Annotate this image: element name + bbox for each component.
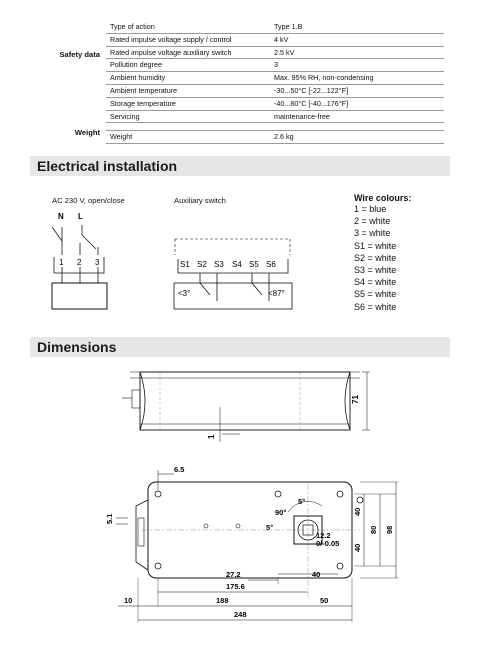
wiring-diagram xyxy=(40,205,330,315)
section-title: Electrical installation xyxy=(37,158,178,174)
dim-10: 10 xyxy=(124,596,133,605)
table-row xyxy=(106,111,444,124)
row-label: Ambient temperature xyxy=(110,85,178,95)
safety-data-label: Safety data xyxy=(59,50,100,59)
row-label: Servicing xyxy=(110,111,140,121)
row-value: 2.5 kV xyxy=(274,47,295,57)
row-label: Type of action xyxy=(110,22,155,31)
row-value: -40...80°C [-40...176°F] xyxy=(274,98,349,108)
dim-71: 71 xyxy=(351,395,360,404)
dim-188: 188 xyxy=(216,596,229,605)
table-row-weight xyxy=(106,130,444,144)
side-view-drawing xyxy=(110,362,380,447)
terminal-s4: S4 xyxy=(232,260,242,269)
ac-supply-label: AC 230 V, open/close xyxy=(52,196,125,205)
table-row xyxy=(106,72,444,85)
row-label: Storage temperature xyxy=(110,98,176,108)
terminal-1: 1 xyxy=(59,258,64,267)
row-label: Rated impulse voltage auxiliary switch xyxy=(110,47,232,57)
angle-high-label: <87° xyxy=(268,289,285,298)
terminal-2: 2 xyxy=(77,258,82,267)
list-item: S2 = white xyxy=(354,252,397,263)
angle-5-top: 5° xyxy=(298,497,306,506)
section-title: Dimensions xyxy=(37,339,117,355)
angle-low-label: <3° xyxy=(178,289,191,298)
list-item: 3 = white xyxy=(354,228,391,239)
list-item: 2 = white xyxy=(354,216,391,227)
dim-1: 1 xyxy=(207,434,216,439)
top-view-drawing xyxy=(98,460,418,628)
angle-90: 90° xyxy=(275,508,287,517)
list-item: S6 = white xyxy=(354,301,397,312)
wire-colours-list xyxy=(354,193,411,313)
row-value: 3 xyxy=(274,60,278,70)
table-row xyxy=(106,47,444,60)
terminal-3: 3 xyxy=(95,258,100,267)
row-label: Ambient humidity xyxy=(110,73,166,83)
list-item: S3 = white xyxy=(354,265,397,276)
terminal-s1: S1 xyxy=(180,260,190,269)
row-value: 2.6 kg xyxy=(274,132,294,142)
dim-50: 50 xyxy=(320,596,329,605)
row-value: -30...50°C [-22...122°F] xyxy=(274,85,349,95)
dimensions-header xyxy=(30,337,450,357)
table-row xyxy=(106,59,444,72)
row-value: Type 1.B xyxy=(274,22,303,31)
table-row xyxy=(106,98,444,111)
list-item: S4 = white xyxy=(354,277,397,288)
row-label: Pollution degree xyxy=(110,60,162,70)
dim-40-upper: 40 xyxy=(353,507,362,516)
electrical-installation-header xyxy=(30,156,450,176)
weight-label: Weight xyxy=(74,128,100,137)
table-row xyxy=(106,21,444,34)
dim-tolerance: 0/-0.05 xyxy=(316,539,340,548)
dim-5-1: 5.1 xyxy=(105,513,114,524)
row-value: Max. 95% RH, non-condensing xyxy=(274,73,374,83)
terminal-s3: S3 xyxy=(214,260,224,269)
auxiliary-switch-label: Auxiliary switch xyxy=(174,196,226,205)
n-label: N xyxy=(58,212,64,221)
dim-248: 248 xyxy=(234,610,247,619)
list-item: S1 = white xyxy=(354,240,397,251)
table-row xyxy=(106,34,444,47)
row-value: 4 kV xyxy=(274,34,289,44)
safety-data-table xyxy=(106,21,444,144)
dim-40-lower: 40 xyxy=(353,543,362,552)
dim-27-2: 27.2 xyxy=(226,570,241,579)
angle-5-side: 5° xyxy=(266,523,274,532)
table-row xyxy=(106,85,444,98)
dim-175-6: 175.6 xyxy=(226,582,245,591)
list-item: 1 = blue xyxy=(354,204,387,214)
dim-12-2: 12.2 xyxy=(316,531,331,540)
row-label: Rated impulse voltage supply / control xyxy=(110,34,232,44)
dim-40-bottom: 40 xyxy=(312,570,321,579)
terminal-s6: S6 xyxy=(266,260,276,269)
l-label: L xyxy=(78,212,83,221)
dim-98: 98 xyxy=(385,525,394,534)
row-label: Weight xyxy=(110,132,133,142)
row-value: maintenance-free xyxy=(274,111,330,121)
terminal-s5: S5 xyxy=(249,260,259,269)
wire-colours-title: Wire colours: xyxy=(354,193,412,203)
dim-6-5: 6.5 xyxy=(174,465,185,474)
terminal-s2: S2 xyxy=(197,260,207,269)
list-item: S5 = white xyxy=(354,289,397,300)
dim-80: 80 xyxy=(369,525,378,534)
